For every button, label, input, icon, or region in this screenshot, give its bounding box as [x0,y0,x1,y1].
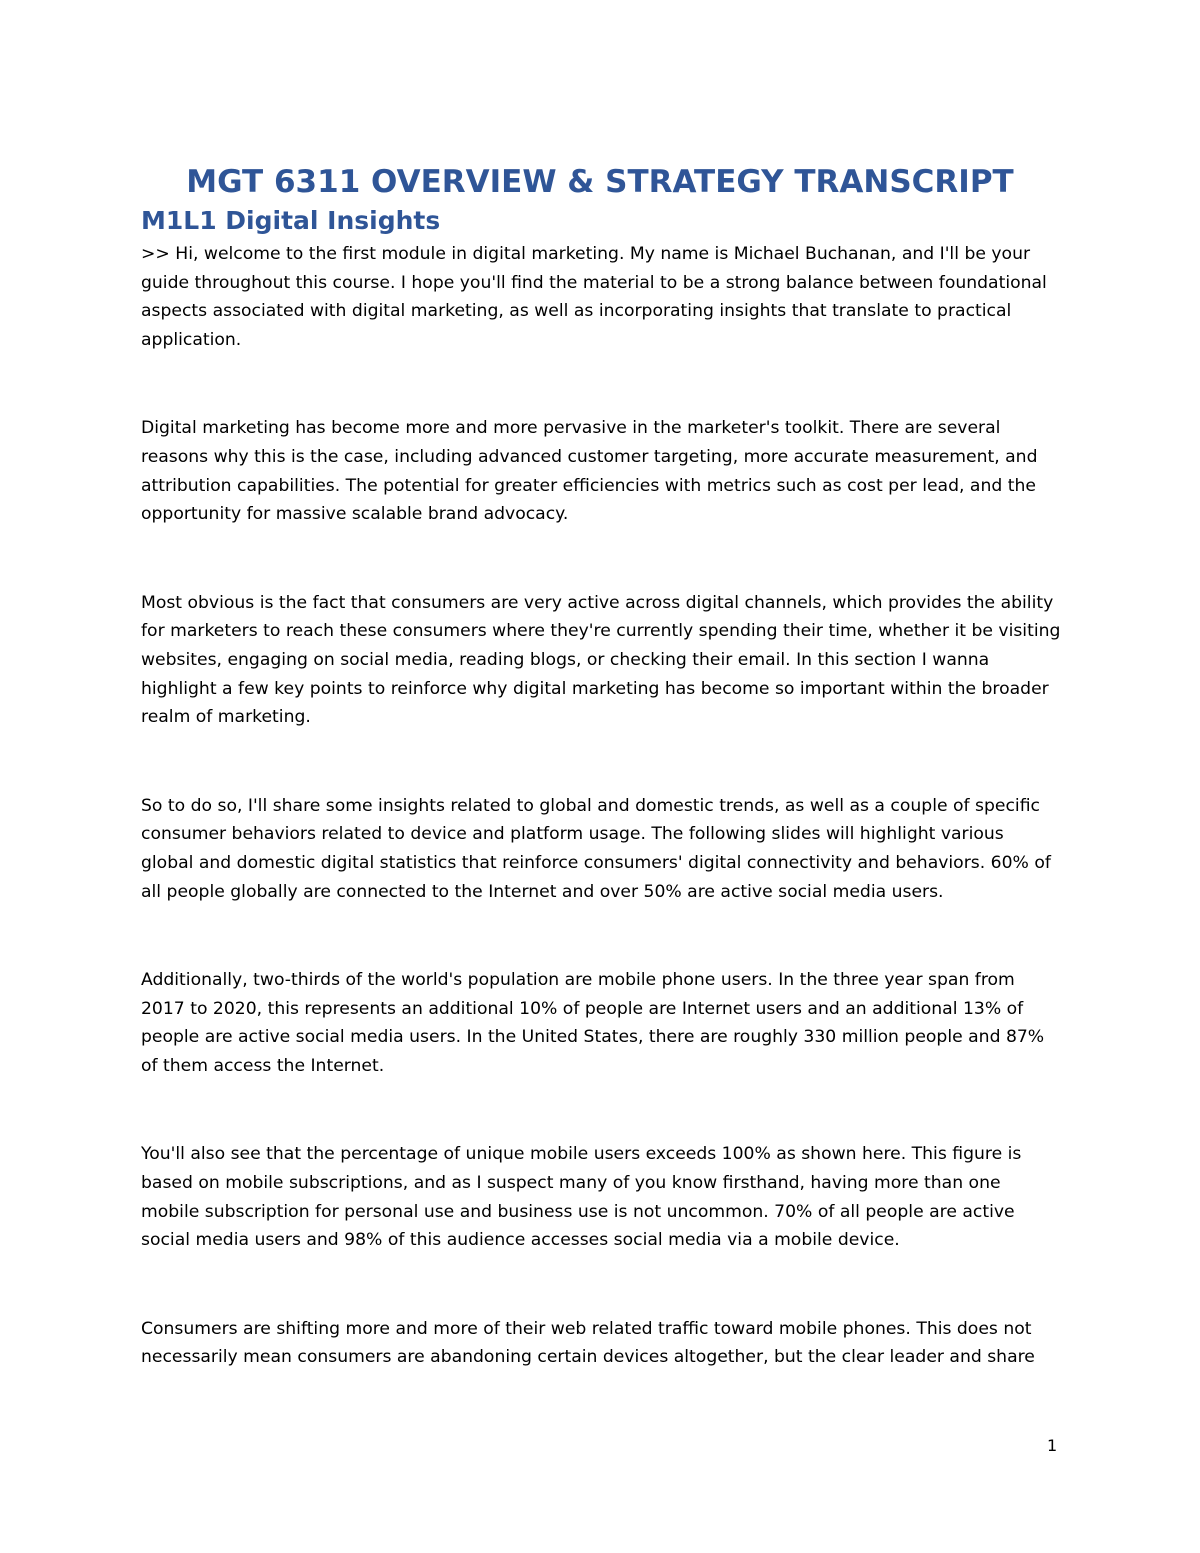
transcript-body [141,240,1061,1432]
paragraph: So to do so, I'll share some insights related to global and domestic trends, as well as a couple of specific consumer behaviors related to device and platform usage. The following slides will highlight various global and domestic digital statistics that reinforce consumers' digital connectivity and behaviors. 60% of all people globally are connected to the Internet and over 50% are active social media users. [141,795,1051,902]
section-heading: M1L1 Digital Insights [141,206,441,235]
paragraph: You'll also see that the percentage of unique mobile users exceeds 100% as shown here. This figure is based on mobile subscriptions, and as I suspect many of you know firsthand, having more than one mobile subscription for personal use and business use is not uncommon. 70% of all people are active social media users and 98% of this audience accesses social media via a mobile device. [141,1144,1022,1251]
paragraph: >> Hi, welcome to the first module in digital marketing. My name is Michael Buchanan, and I'll be your guide throughout this course. I hope you'll find the material to be a strong balance between foundational aspects associated with digital marketing, as well as incorporating insights that translate to practical application. [141,244,1047,350]
page-number: 1 [1047,1436,1058,1455]
document-title: MGT 6311 OVERVIEW & STRATEGY TRANSCRIPT [186,164,1014,200]
paragraph: Digital marketing has become more and more pervasive in the marketer's toolkit. There are several reasons why this is the case, including advanced customer targeting, more accurate measurement, and attribution capabilities. The potential for greater efficiencies with metrics such as cost per lead, and the opportunity for massive scalable brand advocacy. [141,418,1038,525]
paragraph: Most obvious is the fact that consumers are very active across digital channels, which provides the ability for marketers to reach these consumers where they're currently spending their time, whether it be visiting websites, engaging on social media, reading blogs, or checking their email. In this section I wanna highlight a few key points to reinforce why digital marketing has become so important within the broader realm of marketing. [141,592,1061,728]
paragraph: Additionally, two-thirds of the world's population are mobile phone users. In the three year span from 2017 to 2020, this represents an additional 10% of people are Internet users and an additional 13% of people are active social media users. In the United States, there are roughly 330 million people and 87% of them access the Internet. [141,970,1045,1076]
paragraph: Consumers are shifting more and more of their web related traffic toward mobile phones. This does not necessarily mean consumers are abandoning certain devices altogether, but the clear leader and share [141,1318,1035,1368]
